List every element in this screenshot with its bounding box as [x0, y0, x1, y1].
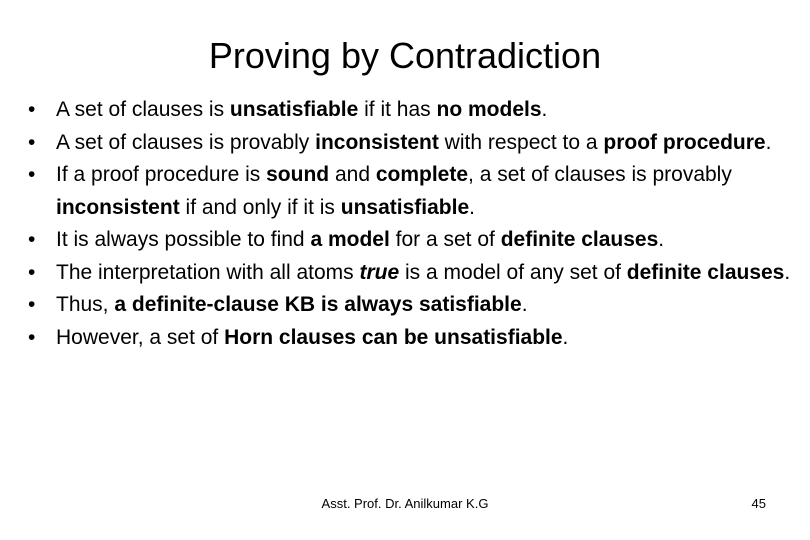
bullet-text	[56, 293, 528, 316]
text-run: However, a set of	[56, 325, 225, 349]
text-run: if and only if it is	[179, 195, 341, 219]
text-run: is a model of any set of	[399, 260, 627, 284]
text-run: , a set of clauses is provably	[468, 163, 732, 186]
bullet-item	[26, 127, 796, 160]
emphasis-run	[359, 261, 399, 284]
text-run: It is always possible to find	[56, 228, 311, 251]
text-run: .	[658, 228, 665, 251]
emphasis-run: Horn clauses can be unsatisfiable	[224, 325, 563, 349]
text-run: .	[784, 260, 791, 284]
emphasis-run: complete	[375, 163, 469, 186]
text-run: if it has	[358, 98, 437, 121]
text-run: A set of clauses is provably	[56, 130, 316, 154]
bullet-list	[26, 94, 796, 354]
text-run: If a proof procedure is	[56, 163, 267, 186]
bullet-text	[56, 228, 664, 251]
text-run: .	[541, 98, 548, 121]
bullet-text	[56, 326, 568, 349]
text-run: and	[329, 163, 376, 186]
emphasis-run: a definite-clause KB is always satisfiable	[114, 293, 522, 316]
bullet-item	[26, 289, 796, 322]
text-run: for a set of	[389, 228, 501, 251]
bullet-text	[56, 261, 790, 284]
text-run: .	[521, 293, 528, 316]
text-run: Thus,	[56, 293, 115, 316]
emphasis-run: definite clauses	[626, 260, 785, 284]
text-run: .	[765, 130, 772, 154]
bullet-marker: •	[28, 293, 36, 316]
bullet-marker: •	[28, 163, 36, 186]
emphasis-run: no models	[436, 98, 542, 121]
page-number: 45	[751, 496, 766, 511]
bullet-item	[26, 159, 796, 224]
italic-run: true	[359, 260, 400, 284]
emphasis-run: a model	[310, 228, 390, 251]
emphasis-run: sound	[266, 163, 330, 186]
bullet-marker: •	[28, 260, 36, 284]
bullet-marker: •	[28, 98, 36, 121]
text-run: with respect to a	[438, 130, 604, 154]
bullet-marker: •	[28, 228, 36, 251]
text-run: The interpretation with all atoms	[56, 260, 360, 284]
emphasis-run: unsatisfiable	[229, 98, 359, 121]
bullet-text	[56, 163, 732, 219]
footer-author: Asst. Prof. Dr. Anilkumar K.G	[321, 496, 489, 511]
bullet-item	[26, 94, 796, 127]
bullet-text	[56, 98, 547, 121]
bullet-marker: •	[28, 325, 36, 349]
emphasis-run: inconsistent	[56, 195, 180, 219]
emphasis-run: definite clauses	[500, 228, 659, 251]
bullet-item	[26, 224, 796, 257]
text-run: .	[562, 325, 569, 349]
bullet-marker: •	[28, 130, 36, 154]
text-run: A set of clauses is	[56, 98, 230, 121]
text-run: .	[469, 195, 475, 219]
emphasis-run: inconsistent	[315, 130, 439, 154]
slide-title: Proving by Contradiction	[208, 35, 602, 76]
bullet-text	[56, 131, 771, 154]
emphasis-run: proof procedure	[603, 130, 766, 154]
emphasis-run: unsatisfiable	[340, 195, 470, 219]
bullet-item	[26, 322, 796, 355]
bullet-item	[26, 257, 796, 290]
